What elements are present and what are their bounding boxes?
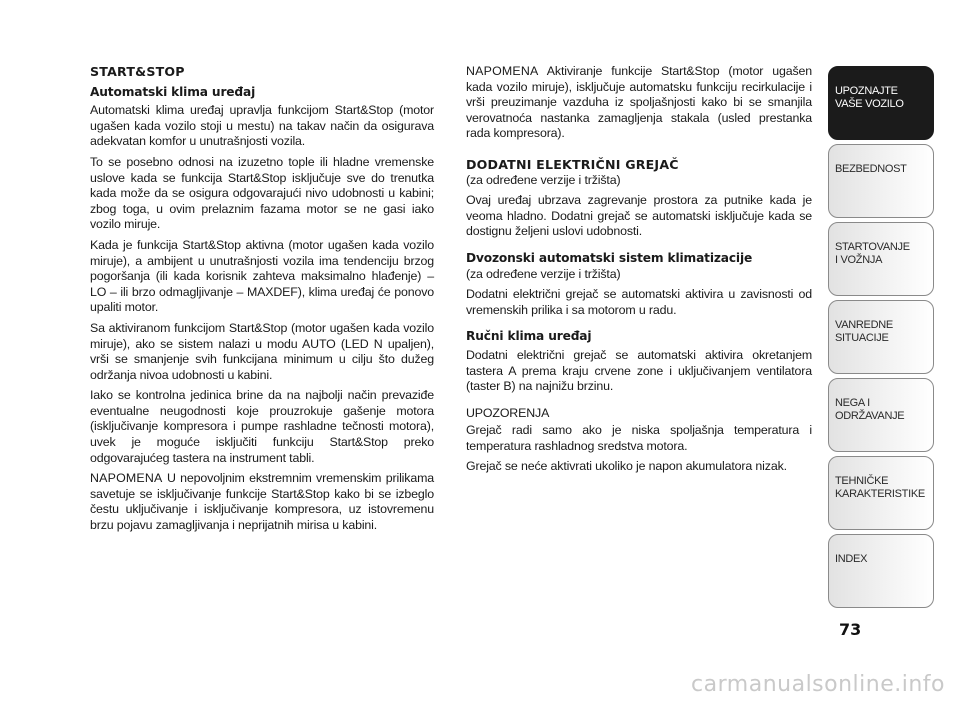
note-label: NAPOMENA [466, 64, 539, 78]
tab-emergency[interactable] [828, 300, 934, 374]
left-column [90, 64, 434, 539]
paragraph: Automatski klima uređaj upravlja funkcijom Start&Stop (motor ugašen kada vozilo stoji u mestu) na takav način da osigurava adekvatan komfor u unutrašnjosti vozila. [90, 103, 434, 149]
subheading-auto-climate: Automatski klima uređaj [90, 84, 256, 99]
note-text: U nepovoljnim ekstremnim vremenskim prilikama savetuje se isključivanje funkcije Start&Stop kako bi se izbeglo čestu uključivanje i isključivanje kompresora, uz istovremenu brzu pojavu zamagljivanja i neprijatnih mirisa u kabini. [90, 471, 434, 533]
chapter-tabs [828, 66, 934, 612]
paragraph: Dodatni električni grejač se automatski aktivira okretanjem tastera A prema kraju crvene zone i uključivanjem ventilatora (taster B) na najnižu brzinu. [466, 347, 812, 394]
note-label: NAPOMENA [90, 471, 163, 486]
subheading-qualifier: (za određene verzije i tržišta) [466, 266, 621, 281]
tab-know-your-vehicle[interactable] [828, 66, 934, 140]
warning-paragraph: Grejač radi samo ako je niska spoljašnja temperatura i temperatura rashladnog sredstva motora. [466, 423, 812, 453]
tab-technical-specs[interactable] [828, 456, 934, 530]
warning-paragraph: Grejač se neće aktivrati ukoliko je napon akumulatora nizak. [466, 459, 787, 474]
note-text: Aktiviranje funkcije Start&Stop (motor ugašen kada vozilo miruje), isključuje automatsku funkciju recirkulacije i vrši preuzimanje vazduha iz spoljašnjosti kako bi se smanjila verovatnoća nastanka zamagljenja stakala (usled prestanka rada kompresora). [466, 64, 812, 141]
paragraph: Iako se kontrolna jedinica brine da na najbolji način prevaziđe eventualne neugodnosti koje prouzrokuje gašenje motora (isključivanje kompresora i pumpe rashladne tečnosti motora), uvek je moguće isključiti funkciju Start&Stop preko odgovarajućeg tastera na instrument tabli. [90, 388, 434, 465]
tab-safety[interactable] [828, 144, 934, 218]
tab-index[interactable] [828, 534, 934, 608]
tab-label: VANREDNE SITUACIJE [835, 319, 893, 344]
tab-label: TEHNIČKE KARAKTERISTIKE [835, 475, 925, 500]
note-paragraph [466, 64, 812, 142]
subheading-dual-zone: Dvozonski automatski sistem klimatizacije [466, 250, 753, 265]
warning-label: UPOZORENJA [466, 405, 550, 420]
tab-label: STARTOVANJE I VOŽNJA [835, 241, 910, 266]
section-heading-startstop: START&STOP [90, 64, 185, 79]
note-paragraph [90, 471, 434, 533]
right-column [466, 64, 812, 480]
paragraph: Ovaj uređaj ubrzava zagrevanje prostora za putnike kada je veoma hladno. Dodatni grejač se automatski isključuje kada se dostignu željeni uslovi udobnosti. [466, 193, 812, 239]
tab-label: NEGA I ODRŽAVANJE [835, 397, 905, 422]
tab-maintenance[interactable] [828, 378, 934, 452]
subheading-manual-climate: Ručni klima uređaj [466, 329, 592, 344]
page-number: 73 [839, 620, 862, 639]
paragraph: Sa aktiviranom funkcijom Start&Stop (motor ugašen kada vozilo miruje), ako se sistem nalazi u modu AUTO (LED N upaljen), vrši se smanjenje svih funkcijana minimum u cilju što dužeg održanja nivoa udobnosti u kabini. [90, 320, 434, 382]
watermark: carmanualsonline.info [691, 672, 945, 697]
tab-label: UPOZNAJTE VAŠE VOZILO [835, 85, 904, 110]
tab-starting-and-driving[interactable] [828, 222, 934, 296]
heading-qualifier: (za određene verzije i tržišta) [466, 172, 621, 187]
paragraph: To se posebno odnosi na izuzetno tople ili hladne vremenske uslove kada se funkcija Start&Stop isključuje sve do trenutka kada može da se osigura odgovarajući nivo udobnosti u kabini; zbog toga, u ovim prelaznim fazama motor se ne gasi iako vozilo miruje. [90, 154, 434, 232]
tab-label: INDEX [835, 553, 868, 565]
paragraph: Kada je funkcija Start&Stop aktivna (motor ugašen kada vozilo miruje), a ambijent u unutrašnjosti vozila ima tendenciju brzog pogoršanja (ili kada korisnik zahteva maksimalno hlađenje) – LO – ili brzo odmagljivanje – MAXDEF), klima uređaj će ponovo upaliti motor. [90, 237, 434, 315]
paragraph: Dodatni električni grejač se automatski aktivira u zavisnosti od vremenskih prilika i sa motorom u radu. [466, 287, 812, 317]
section-heading-heater: DODATNI ELEKTRIČNI GREJAČ [466, 156, 679, 172]
tab-label: BEZBEDNOST [835, 163, 907, 175]
